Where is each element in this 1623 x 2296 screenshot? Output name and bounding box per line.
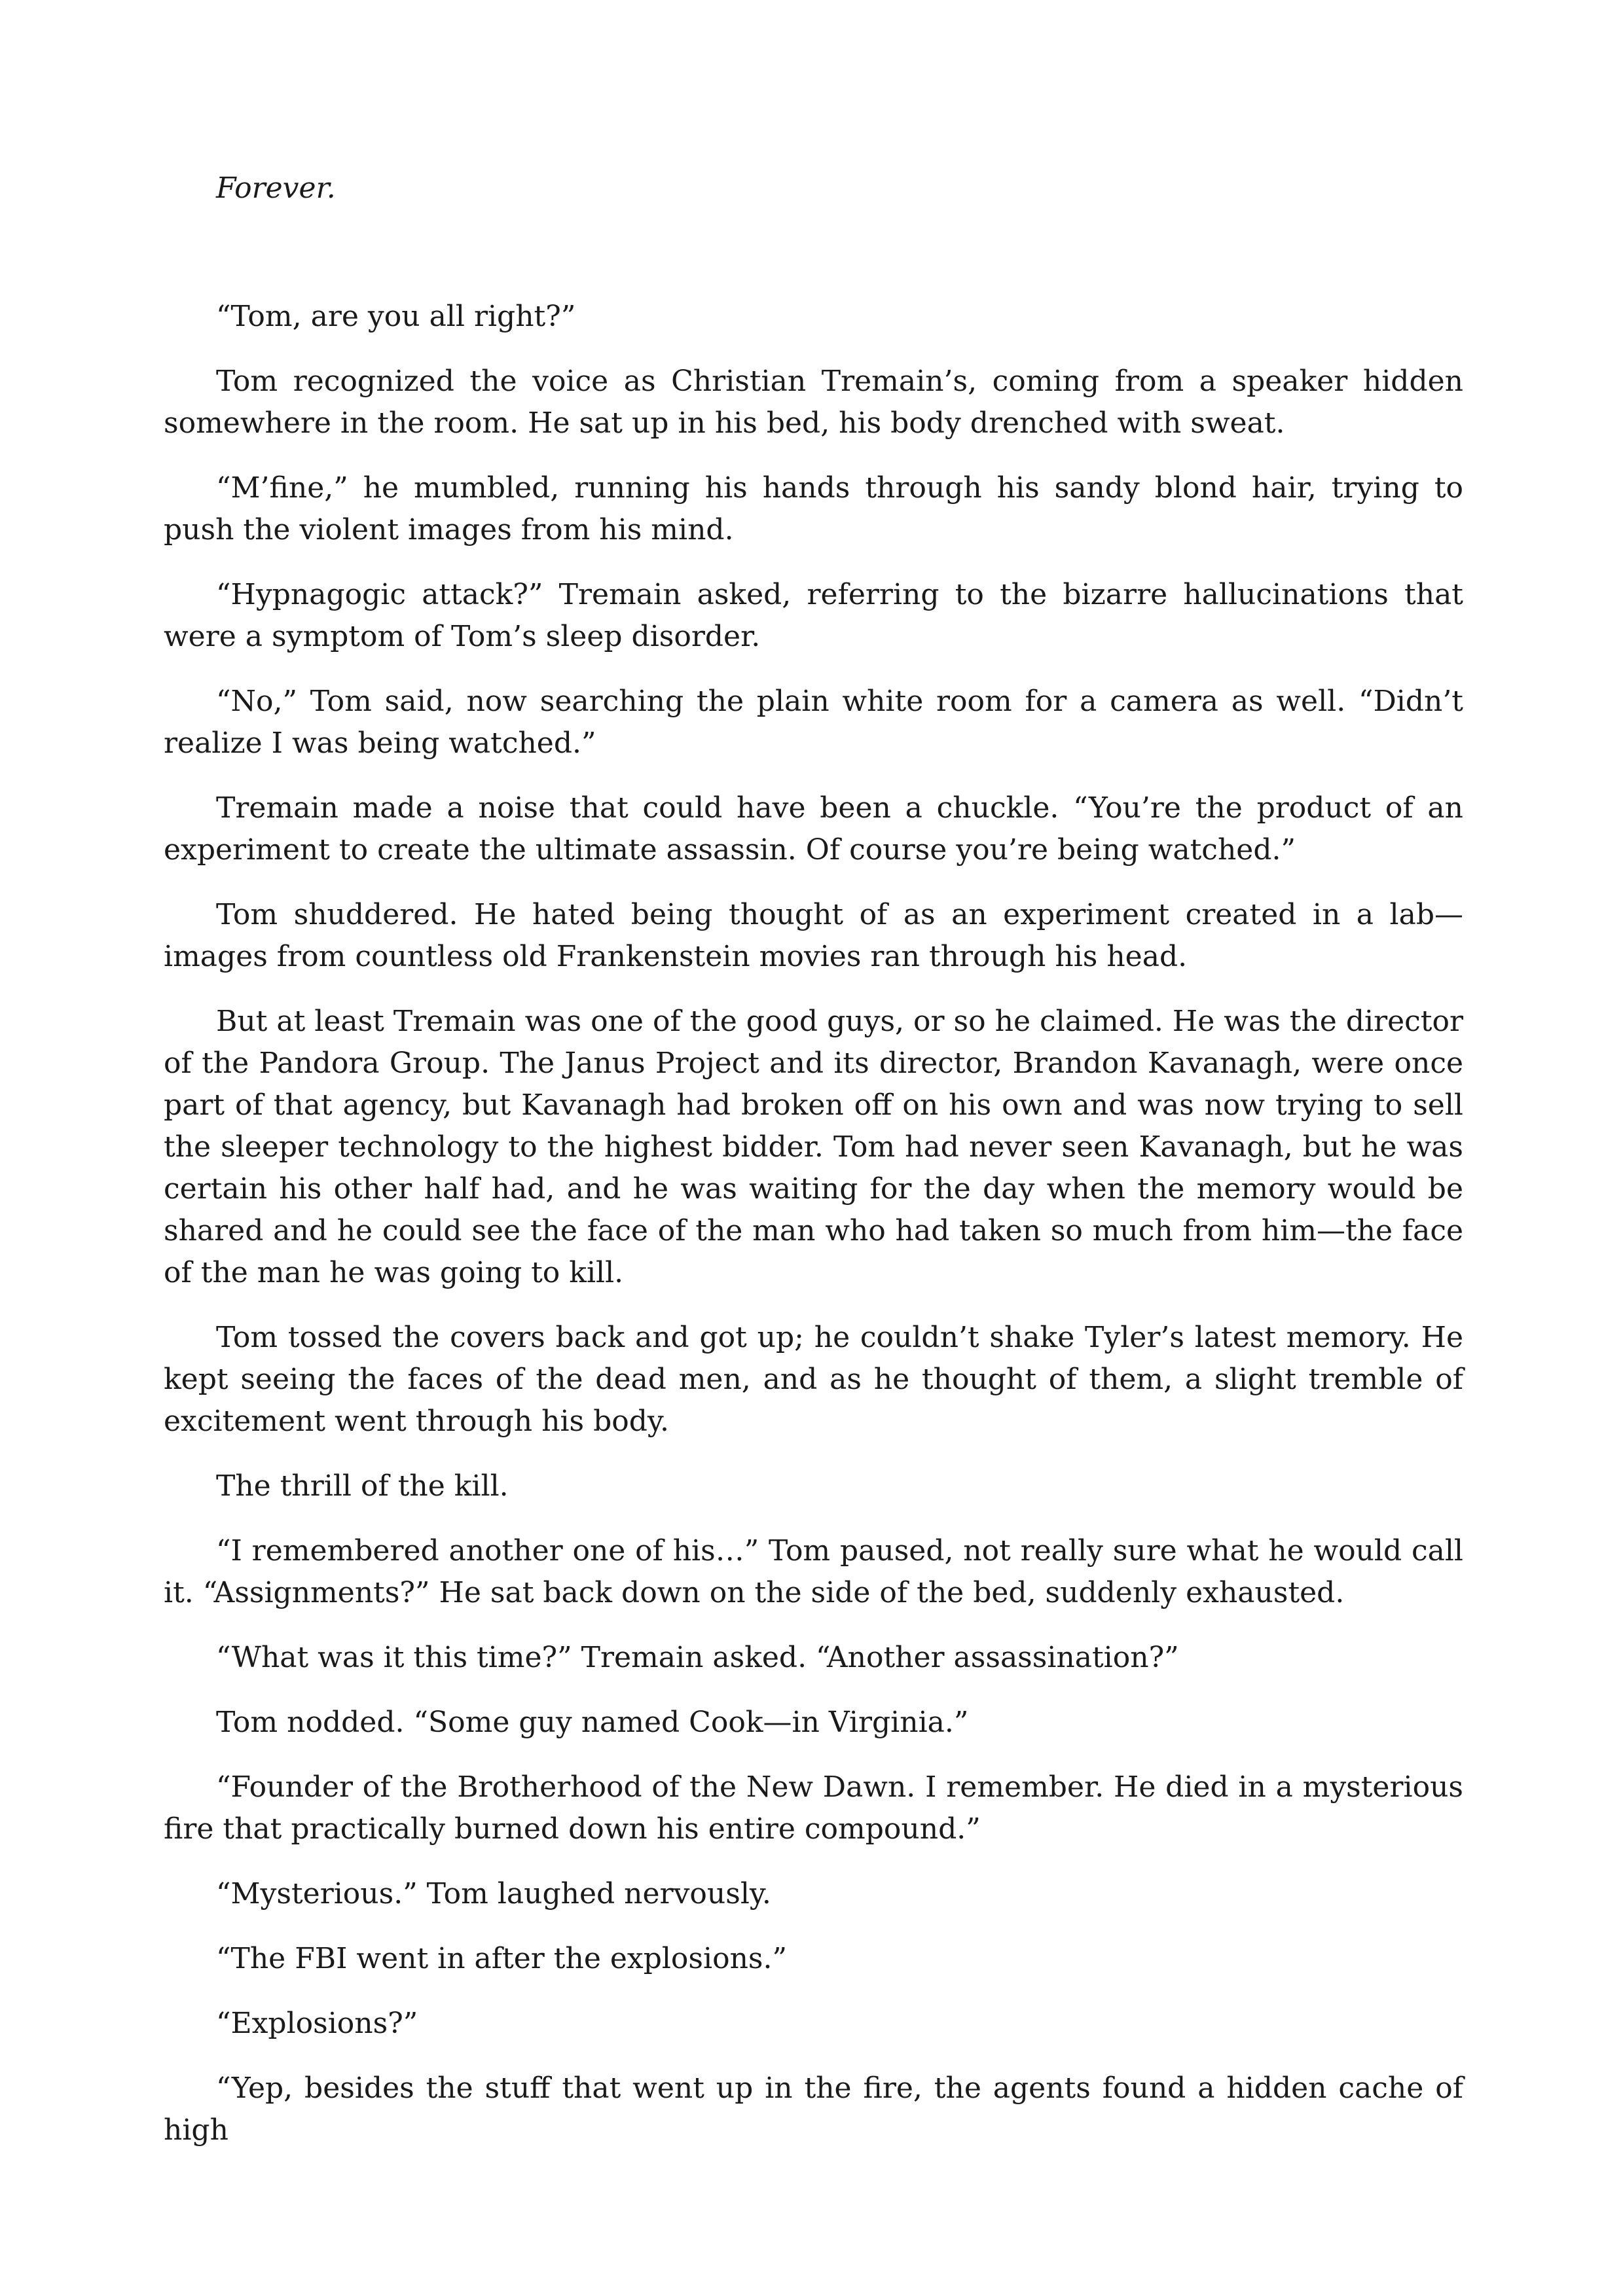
paragraph-3: Tom recognized the voice as Christian Tremain’s, coming from a speaker hidden somewhere in the room. He sat up in his bed, his body drenched with sweat.	[164, 365, 1463, 440]
paragraph-9: But at least Tremain was one of the good guys, or so he claimed. He was the director of the Pandora Group. The Janus Project and its director, Brandon Kavanagh, were once part of that agency, but Kavanagh had broken off on his own and was now trying to sell the sleeper technology to the highest bidder. Tom had never seen Kavanagh, but he was certain his other half had, and he was waiting for the day when the memory would be shared and he could see the face of the man who had taken so much from him—the face of the man he was going to kill.	[164, 1005, 1463, 1289]
paragraph-14: Tom nodded. “Some guy named Cook—in Virginia.”	[216, 1706, 969, 1739]
paragraph-17: “The FBI went in after the explosions.”	[216, 1942, 787, 1975]
paragraph-8: Tom shuddered. He hated being thought of as an experiment created in a lab—images from countless old Frankenstein movies ran through his head.	[164, 898, 1463, 973]
paragraph-15: “Founder of the Brotherhood of the New Dawn. I remember. He died in a mysterious fire that practically burned down his entire compound.”	[164, 1770, 1463, 1846]
paragraph-16: “Mysterious.” Tom laughed nervously.	[216, 1877, 771, 1910]
paragraph-11: The thrill of the kill.	[216, 1469, 509, 1503]
page-text	[164, 168, 1463, 2174]
paragraph-5: “Hypnagogic attack?” Tremain asked, referring to the bizarre hallucinations that were a symptom of Tom’s sleep disorder.	[164, 578, 1463, 653]
paragraph-4: “M’fine,” he mumbled, running his hands through his sandy blond hair, trying to push the violent images from his mind.	[164, 471, 1463, 547]
paragraph-6: “No,” Tom said, now searching the plain white room for a camera as well. “Didn’t realize I was being watched.”	[164, 685, 1463, 760]
paragraph-2: “Tom, are you all right?”	[216, 300, 576, 333]
paragraph-12: “I remembered another one of his…” Tom paused, not really sure what he would call it. “Assignments?” He sat back down on the side of the bed, suddenly exhausted.	[164, 1534, 1463, 1609]
paragraph-18: “Explosions?”	[216, 2007, 418, 2040]
paragraph-10: Tom tossed the covers back and got up; he couldn’t shake Tyler’s latest memory. He kept seeing the faces of the dead men, and as he thought of them, a slight tremble of excitement went through his body.	[164, 1321, 1463, 1438]
paragraph-13: “What was it this time?” Tremain asked. “Another assassination?”	[216, 1641, 1179, 1674]
paragraph-7: Tremain made a noise that could have been a chuckle. “You’re the product of an experiment to create the ultimate assassin. Of course you’re being watched.”	[164, 791, 1463, 867]
paragraph-19: “Yep, besides the stuff that went up in the fire, the agents found a hidden cache of high	[164, 2072, 1463, 2147]
paragraph-1: Forever.	[216, 171, 336, 205]
